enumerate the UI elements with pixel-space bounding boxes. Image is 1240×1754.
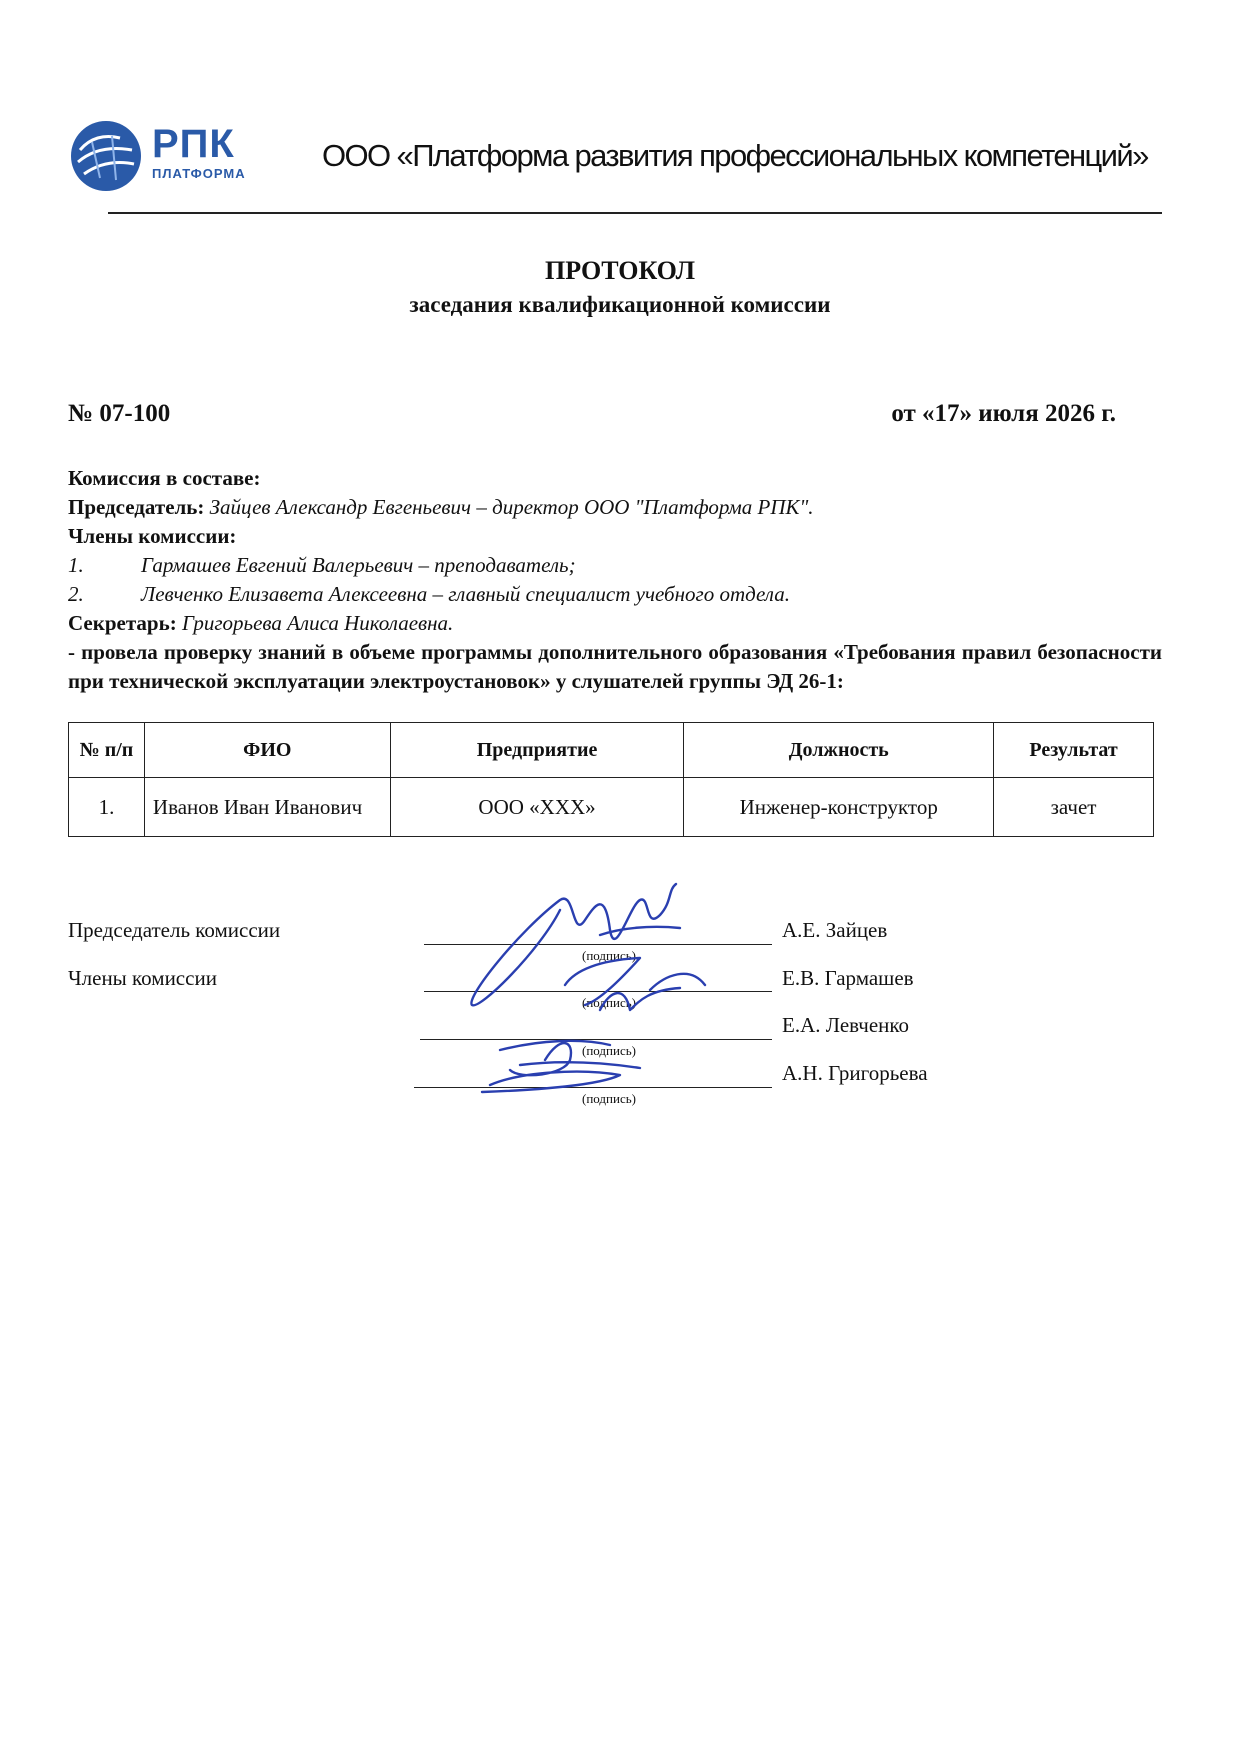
member-number: 2.	[68, 582, 84, 606]
signature-member-1	[565, 958, 705, 1010]
signature-caption: (подпись)	[582, 1043, 636, 1058]
cell-position: Инженер-конструктор	[684, 778, 994, 837]
chair-value: Зайцев Александр Евгеньевич – директор ООО "Платформа РПК".	[209, 495, 814, 519]
signature-caption: (подпись)	[582, 995, 636, 1010]
signatory-name: Е.А. Левченко	[782, 1013, 910, 1037]
signatory-name: Е.В. Гармашев	[782, 966, 914, 990]
cell-result: зачет	[994, 778, 1154, 837]
member-number: 1.	[68, 553, 84, 577]
inspection-statement: - провела проверку знаний в объеме программы дополнительного образования «Требования правил безопасности при технической эксплуатации электроустановок» у слушателей группы ЭД 26-1:	[68, 640, 1162, 693]
signatory-name: А.Е. Зайцев	[782, 918, 888, 942]
composition-heading: Комиссия в составе:	[68, 466, 261, 490]
member-text: Левченко Елизавета Алексеевна – главный специалист учебного отдела.	[141, 582, 790, 606]
signature-caption: (подпись)	[582, 1091, 636, 1106]
organization-name: ООО «Платформа развития профессиональных компетенций»	[322, 138, 1148, 173]
members-signature-label: Члены комиссии	[68, 966, 217, 990]
column-header-result: Результат	[994, 723, 1154, 778]
document-subtitle: заседания квалификационной комиссии	[409, 292, 831, 317]
secretary-label: Секретарь:	[68, 611, 177, 635]
column-header-fio: ФИО	[144, 723, 390, 778]
column-header-position: Должность	[684, 723, 994, 778]
column-header-company: Предприятие	[390, 723, 684, 778]
logo-main-text: РПК	[152, 122, 235, 166]
signature-caption: (подпись)	[582, 948, 636, 963]
signature-chair	[471, 884, 680, 1005]
cell-fio: Иванов Иван Иванович	[144, 778, 390, 837]
chair-signature-label: Председатель комиссии	[68, 918, 281, 942]
logo-sub-text: ПЛАТФОРМА	[152, 166, 246, 181]
protocol-date: от «17» июля 2026 г.	[891, 400, 1116, 427]
column-header-number: № п/п	[69, 723, 145, 778]
signatory-name: А.Н. Григорьева	[782, 1061, 928, 1085]
chair-label: Председатель:	[68, 495, 205, 519]
cell-number: 1.	[69, 778, 145, 837]
signature-member-2	[482, 1041, 640, 1092]
secretary-value: Григорьева Алиса Николаевна.	[181, 611, 454, 635]
document-title: ПРОТОКОЛ	[545, 256, 695, 285]
members-label: Члены комиссии:	[68, 524, 237, 548]
protocol-number: № 07-100	[68, 400, 171, 427]
cell-company: ООО «ХХХ»	[390, 778, 684, 837]
member-text: Гармашев Евгений Валерьевич – преподаватель;	[141, 553, 576, 577]
